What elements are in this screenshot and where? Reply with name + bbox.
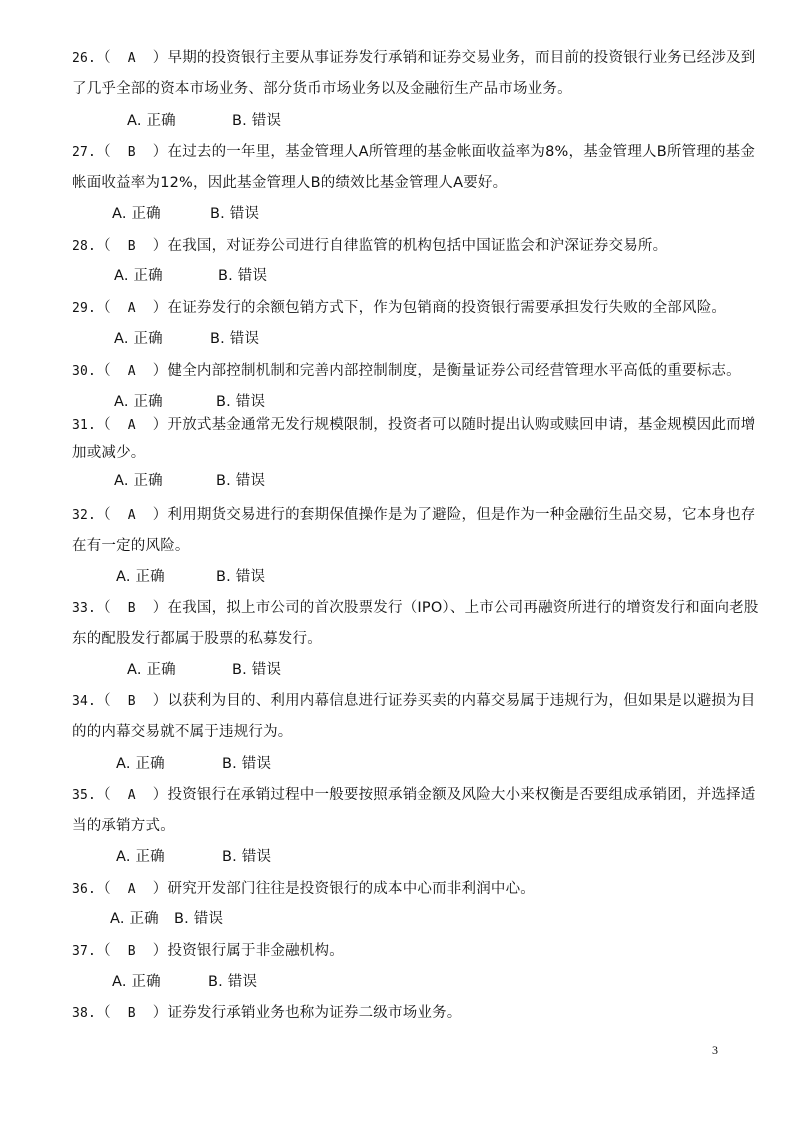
question-31-cont: 加或减少。 xyxy=(72,445,146,461)
question-26: 26.（ A ）早期的投资银行主要从事证券发行承销和证券交易业务，而目前的投资银行业务已经涉及到 xyxy=(72,48,734,69)
answer: B xyxy=(127,694,136,709)
question-34-cont: 的的内幕交易就不属于违规行为。 xyxy=(72,724,293,740)
question-text: 证券发行承销业务也称为证券二级市场业务。 xyxy=(167,1005,462,1021)
option-b: B. 错误 xyxy=(216,473,266,489)
option-b: B. 错误 xyxy=(222,849,272,865)
question-number: 28. xyxy=(72,239,97,254)
question-text: 开放式基金通常无发行规模限制，投资者可以随时提出认购或赎回申请，基金规模因此而增 xyxy=(167,417,756,433)
question-35-cont: 当的承销方式。 xyxy=(72,818,175,834)
question-37: 37.（ B ）投资银行属于非金融机构。 xyxy=(72,941,734,962)
question-35: 35.（ A ）投资银行在承销过程中一般要按照承销金额及风险大小来权衡是否要组成承销团，并选择适 xyxy=(72,785,734,806)
page-number: 3 xyxy=(712,1043,718,1057)
option-b: B. 错误 xyxy=(174,911,224,927)
answer: A xyxy=(127,418,136,433)
question-32: 32.（ A ）利用期货交易进行的套期保值操作是为了避险，但是作为一种金融衍生品交易，它本身也存 xyxy=(72,505,734,526)
option-a: A. 正确 xyxy=(116,849,165,865)
question-31: 31.（ A ）开放式基金通常无发行规模限制，投资者可以随时提出认购或赎回申请，基金规模因此而增 xyxy=(72,415,734,436)
option-b: B. 错误 xyxy=(210,331,260,347)
question-number: 31. xyxy=(72,418,97,433)
question-27: 27.（ B ）在过去的一年里，基金管理人A所管理的基金帐面收益率为8%，基金管理人B所管理的基金 xyxy=(72,142,734,163)
question-number: 35. xyxy=(72,788,97,803)
option-b: B. 错误 xyxy=(208,974,258,990)
option-b: B. 错误 xyxy=(232,113,282,129)
question-number: 36. xyxy=(72,882,97,897)
question-33: 33.（ B ）在我国，拟上市公司的首次股票发行（IPO）、上市公司再融资所进行的增资发行和面向老股 xyxy=(72,598,734,619)
answer: B xyxy=(127,601,136,616)
question-text: 研究开发部门往往是投资银行的成本中心而非利润中心。 xyxy=(167,881,535,897)
question-text: 在我国，对证券公司进行自律监管的机构包括中国证监会和沪深证券交易所。 xyxy=(167,238,668,254)
question-text: 健全内部控制机制和完善内部控制制度，是衡量证券公司经营管理水平高低的重要标志。 xyxy=(167,363,741,379)
question-28: 28.（ B ）在我国，对证券公司进行自律监管的机构包括中国证监会和沪深证券交易所。 xyxy=(72,236,734,257)
question-text: 在证券发行的余额包销方式下，作为包销商的投资银行需要承担发行失败的全部风险。 xyxy=(167,300,727,316)
question-text: 利用期货交易进行的套期保值操作是为了避险，但是作为一种金融衍生品交易，它本身也存 xyxy=(167,507,756,523)
option-a: A. 正确 xyxy=(112,974,161,990)
answer: A xyxy=(127,51,136,66)
answer: A xyxy=(127,301,136,316)
answer: B xyxy=(127,145,136,160)
option-a: A. 正确 xyxy=(114,268,163,284)
question-number: 34. xyxy=(72,694,97,709)
answer: B xyxy=(127,239,136,254)
question-30: 30.（ A ）健全内部控制机制和完善内部控制制度，是衡量证券公司经营管理水平高低的重要标志。 xyxy=(72,361,734,382)
question-36: 36.（ A ）研究开发部门往往是投资银行的成本中心而非利润中心。 xyxy=(72,879,734,900)
question-27-cont: 帐面收益率为12%，因此基金管理人B的绩效比基金管理人A要好。 xyxy=(72,175,508,191)
answer: B xyxy=(127,944,136,959)
question-number: 27. xyxy=(72,145,97,160)
option-b: B. 错误 xyxy=(210,206,260,222)
question-text: 在过去的一年里，基金管理人A所管理的基金帐面收益率为8%，基金管理人B所管理的基金 xyxy=(167,144,756,160)
option-b: B. 错误 xyxy=(218,268,268,284)
question-text: 投资银行属于非金融机构。 xyxy=(167,943,344,959)
question-number: 29. xyxy=(72,301,97,316)
question-text: 在我国，拟上市公司的首次股票发行（IPO）、上市公司再融资所进行的增资发行和面向老股 xyxy=(167,600,759,616)
question-33-cont: 东的配股发行都属于股票的私募发行。 xyxy=(72,631,322,647)
question-38: 38.（ B ）证券发行承销业务也称为证券二级市场业务。 xyxy=(72,1003,734,1024)
question-text: 以获利为目的、利用内幕信息进行证券买卖的内幕交易属于违规行为，但如果是以避损为目 xyxy=(167,693,756,709)
question-number: 30. xyxy=(72,364,97,379)
option-b: B. 错误 xyxy=(232,662,282,678)
answer: A xyxy=(127,882,136,897)
question-number: 33. xyxy=(72,601,97,616)
answer: A xyxy=(127,364,136,379)
question-26-cont: 了几乎全部的资本市场业务、部分货币市场业务以及金融衍生产品市场业务。 xyxy=(72,81,572,97)
question-text: 投资银行在承销过程中一般要按照承销金额及风险大小来权衡是否要组成承销团，并选择适 xyxy=(167,787,756,803)
option-a: A. 正确 xyxy=(114,473,163,489)
option-a: A. 正确 xyxy=(116,756,165,772)
question-number: 32. xyxy=(72,508,97,523)
option-a: A. 正确 xyxy=(116,569,165,585)
option-a: A. 正确 xyxy=(110,911,159,927)
option-b: B. 错误 xyxy=(216,394,266,410)
question-29: 29.（ A ）在证券发行的余额包销方式下，作为包销商的投资银行需要承担发行失败的全部风险。 xyxy=(72,298,734,319)
question-32-cont: 在有一定的风险。 xyxy=(72,538,190,554)
answer: A xyxy=(127,788,136,803)
question-number: 26. xyxy=(72,51,97,66)
question-number: 38. xyxy=(72,1006,97,1021)
option-a: A. 正确 xyxy=(127,662,176,678)
option-b: B. 错误 xyxy=(222,756,272,772)
question-number: 37. xyxy=(72,944,97,959)
option-a: A. 正确 xyxy=(127,113,176,129)
option-b: B. 错误 xyxy=(216,569,266,585)
answer: B xyxy=(127,1006,136,1021)
option-a: A. 正确 xyxy=(114,394,163,410)
answer: A xyxy=(127,508,136,523)
question-34: 34.（ B ）以获利为目的、利用内幕信息进行证券买卖的内幕交易属于违规行为，但如果是以避损为目 xyxy=(72,691,734,712)
option-a: A. 正确 xyxy=(114,331,163,347)
question-text: 早期的投资银行主要从事证券发行承销和证券交易业务，而目前的投资银行业务已经涉及到 xyxy=(167,50,756,66)
option-a: A. 正确 xyxy=(112,206,161,222)
